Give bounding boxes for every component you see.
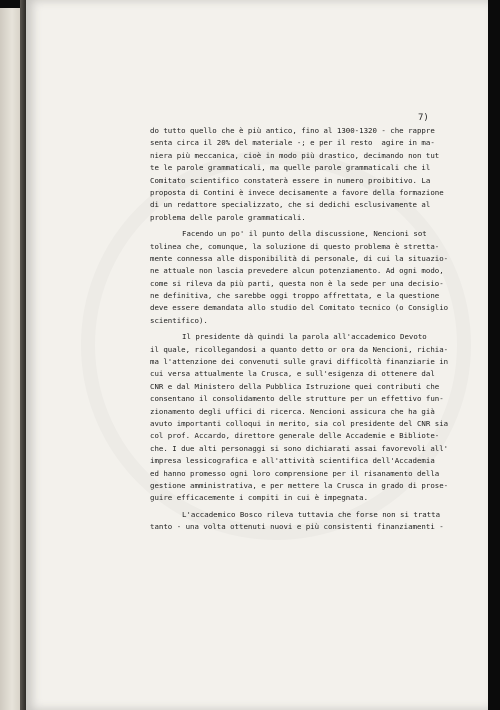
text-line: tolinea che, comunque, la soluzione di questo problema è stretta- xyxy=(150,241,440,251)
text-line: senta circa il 20% del materiale -; e per il resto agire in ma- xyxy=(150,138,435,148)
text-line: ne attuale non lascia prevedere alcun potenziamento. Ad ogni modo, xyxy=(150,266,444,276)
page-number: 7) xyxy=(418,113,429,123)
text-line: come si rileva da più parti, questa non è la sede per una decisio- xyxy=(150,278,444,288)
text-line: impresa lessicografica e all'attività scientifica dell'Accademia xyxy=(150,456,435,466)
text-line: zionamento degli uffici di ricerca. Nencioni assicura che ha già xyxy=(150,406,435,416)
text-line: col prof. Accardo, direttore generale delle Accademie e Bibliote- xyxy=(150,431,440,441)
text-line: niera più meccanica, cioè in modo più drastico, decimando non tut xyxy=(150,150,440,160)
text-line: problema delle parole grammaticali. xyxy=(150,212,306,222)
text-line: il quale, ricollegandosi a quanto detto or ora da Nencioni, richia- xyxy=(150,344,449,354)
text-line: CNR e dal Ministero della Pubblica Istruzione quei contributi che xyxy=(150,381,440,391)
text-line: consentano il consolidamento delle strutture per un effettivo fun- xyxy=(150,394,444,404)
text-line: guire efficacemente i compiti in cui è impegnata. xyxy=(150,493,369,503)
text-line: tanto - una volta ottenuti nuovi e più consistenti finanziamenti - xyxy=(150,522,444,532)
text-line: Il presidente dà quindi la parola all'accademico Devoto xyxy=(182,332,427,342)
text-line: L'accademico Bosco rileva tuttavia che forse non si tratta xyxy=(182,509,441,519)
text-line: ma l'attenzione dei convenuti sulle gravi difficoltà finanziarie in xyxy=(150,357,449,367)
text-line: te le parole grammaticali, ma quelle parole grammaticali che il xyxy=(150,163,431,173)
text-line: avuto importanti colloqui in merito, sia col presidente del CNR sia xyxy=(150,418,449,428)
text-line: ed hanno promesso ogni loro comprensione per il risanamento della xyxy=(150,468,440,478)
text-line: che. I due alti personaggi si sono dichiarati assai favorevoli all' xyxy=(150,443,449,453)
text-line: proposta di Contini è invece decisamente a favore della formazione xyxy=(150,187,444,197)
previous-page-edge xyxy=(0,8,20,710)
text-line: gestione amministrativa, e per mettere la Crusca in grado di prose- xyxy=(150,480,449,490)
text-line: ne definitiva, che sarebbe oggi troppo affrettata, e la questione xyxy=(150,291,440,301)
document-page xyxy=(26,0,488,710)
text-line: deve essere demandata allo studio del Comitato tecnico (o Consiglio xyxy=(150,303,449,313)
text-line: di un redattore specializzato, che si dedichi esclusivamente al xyxy=(150,200,431,210)
text-line: Comitato scientifico constaterà essere in numero proibitivo. La xyxy=(150,175,431,185)
body-text xyxy=(150,125,450,534)
text-line: do tutto quello che è più antico, fino al 1300-1320 - che rappre xyxy=(150,126,435,135)
text-line: scientifico). xyxy=(150,315,208,325)
text-line: Facendo un po' il punto della discussione, Nencioni sot xyxy=(182,229,427,239)
text-line: cui versa attualmente la Crusca, e sull'esigenza di ottenere dal xyxy=(150,369,435,379)
text-line: mente connessa alle disponibilità di personale, di cui la situazio- xyxy=(150,253,449,263)
